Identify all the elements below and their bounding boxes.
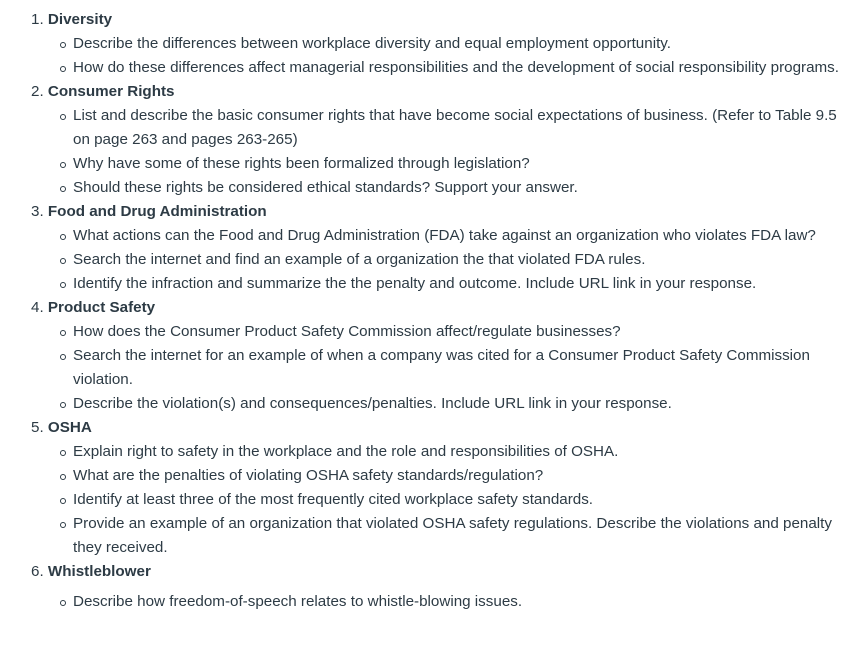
list-item-text: Identify the infraction and summarize the the penalty and outcome. Include URL link in your response.	[73, 275, 757, 292]
hollow-bullet-icon	[60, 114, 66, 120]
section-number: 2.	[31, 83, 44, 100]
list-item-text: Should these rights be considered ethical standards? Support your answer.	[73, 179, 578, 196]
section-title: Consumer Rights	[47, 83, 175, 100]
section-title: OSHA	[47, 419, 92, 436]
section-heading	[31, 200, 868, 224]
list-item	[73, 440, 868, 464]
section-osha	[31, 416, 868, 560]
hollow-bullet-icon	[60, 258, 66, 264]
list-item	[73, 224, 868, 248]
section-list	[0, 8, 868, 614]
hollow-bullet-icon	[60, 186, 66, 192]
section-title: Diversity	[47, 11, 113, 28]
list-item-text: Search the internet and find an example of a organization the that violated FDA rules.	[73, 251, 646, 268]
section-product-safety	[31, 296, 868, 416]
list-item	[73, 464, 868, 488]
hollow-bullet-icon	[60, 42, 66, 48]
section-title: Food and Drug Administration	[47, 203, 267, 220]
section-title: Whistleblower	[47, 563, 151, 580]
list-item-text: What are the penalties of violating OSHA safety standards/regulation?	[73, 467, 544, 484]
section-heading	[31, 80, 868, 104]
list-item-text: How do these differences affect managerial responsibilities and the development of social responsibility programs.	[73, 59, 839, 76]
list-item-text: Identify at least three of the most frequently cited workplace safety standards.	[73, 491, 594, 508]
list-item-text: Describe how freedom-of-speech relates to whistle-blowing issues.	[73, 593, 523, 610]
list-item-text: Provide an example of an organization that violated OSHA safety regulations. Describe the violations and penalty they received.	[73, 515, 832, 556]
section-heading	[31, 296, 868, 320]
list-item	[73, 176, 868, 200]
section-diversity	[31, 8, 868, 80]
section-heading	[31, 8, 868, 32]
section-fda	[31, 200, 868, 296]
section-items	[31, 440, 868, 560]
list-item	[73, 320, 868, 344]
list-item	[73, 344, 868, 392]
section-number: 1.	[31, 11, 44, 28]
section-items	[31, 224, 868, 296]
section-heading	[31, 560, 868, 584]
list-item-text: Search the internet for an example of when a company was cited for a Consumer Product Safety Commission violation.	[73, 347, 810, 388]
section-heading	[31, 416, 868, 440]
list-item	[73, 512, 868, 560]
section-number: 4.	[31, 299, 44, 316]
hollow-bullet-icon	[60, 450, 66, 456]
section-whistleblower	[31, 560, 868, 614]
section-items	[31, 104, 868, 200]
list-item-text: List and describe the basic consumer rights that have become social expectations of business. (Refer to Table 9.5 on page 263 and pages 263-265)	[73, 107, 837, 148]
hollow-bullet-icon	[60, 402, 66, 408]
section-title: Product Safety	[47, 299, 156, 316]
list-item-text: Describe the violation(s) and consequences/penalties. Include URL link in your response.	[73, 395, 672, 412]
list-item-text: Explain right to safety in the workplace and the role and responsibilities of OSHA.	[73, 443, 619, 460]
hollow-bullet-icon	[60, 234, 66, 240]
section-items	[31, 32, 868, 80]
list-item-text: Why have some of these rights been formalized through legislation?	[73, 155, 530, 172]
hollow-bullet-icon	[60, 498, 66, 504]
list-item	[73, 56, 868, 80]
list-item	[73, 488, 868, 512]
section-consumer-rights	[31, 80, 868, 200]
list-item	[73, 104, 868, 152]
hollow-bullet-icon	[60, 474, 66, 480]
hollow-bullet-icon	[60, 330, 66, 336]
hollow-bullet-icon	[60, 282, 66, 288]
hollow-bullet-icon	[60, 162, 66, 168]
list-item-text: What actions can the Food and Drug Administration (FDA) take against an organization who violates FDA law?	[73, 227, 816, 244]
list-item	[73, 248, 868, 272]
section-number: 5.	[31, 419, 44, 436]
list-item	[73, 272, 868, 296]
hollow-bullet-icon	[60, 66, 66, 72]
section-number: 3.	[31, 203, 44, 220]
section-items	[31, 320, 868, 416]
list-item	[73, 152, 868, 176]
list-item-text: Describe the differences between workplace diversity and equal employment opportunity.	[73, 35, 671, 52]
section-number: 6.	[31, 563, 44, 580]
hollow-bullet-icon	[60, 522, 66, 528]
hollow-bullet-icon	[60, 600, 66, 606]
hollow-bullet-icon	[60, 354, 66, 360]
list-item	[73, 392, 868, 416]
list-item-text: How does the Consumer Product Safety Commission affect/regulate businesses?	[73, 323, 621, 340]
list-item	[73, 590, 868, 614]
section-items	[31, 590, 868, 614]
list-item	[73, 32, 868, 56]
